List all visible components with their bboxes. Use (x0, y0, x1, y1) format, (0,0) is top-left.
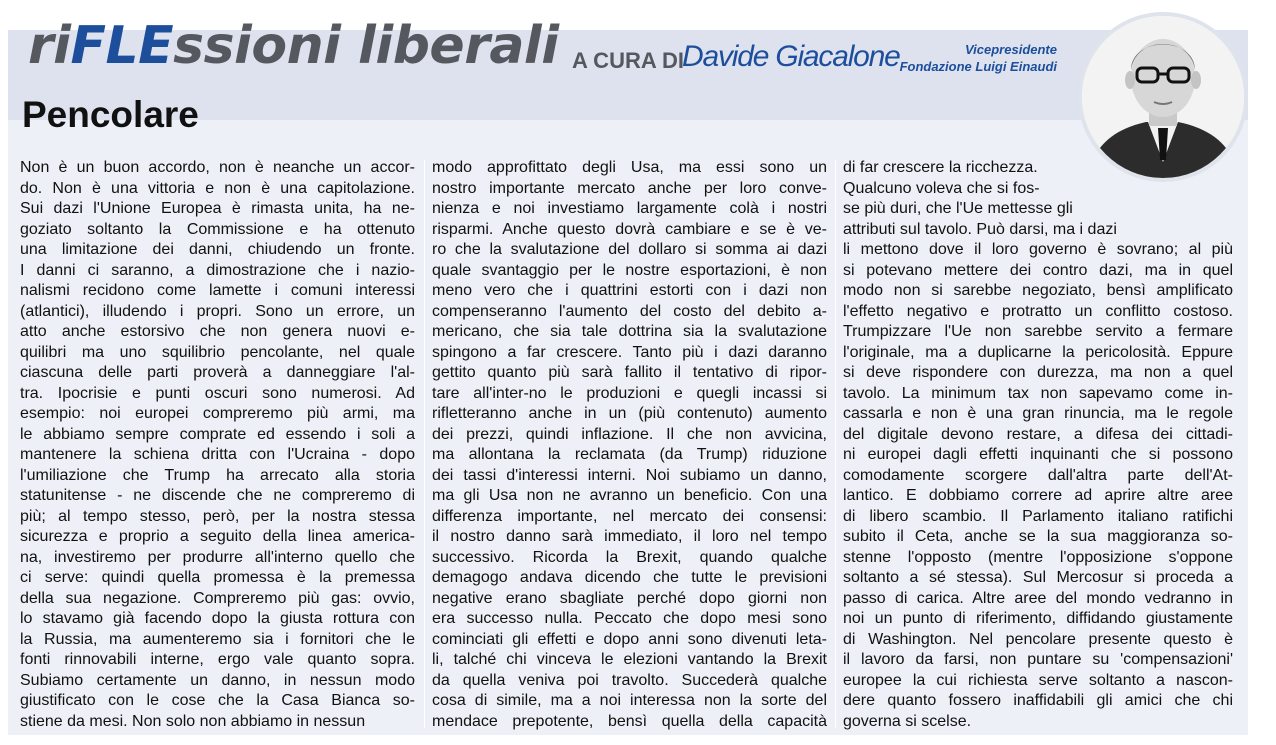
article-text-line: Non è un buon accordo, non è neanche un accor- (20, 159, 415, 176)
curator-role (890, 41, 1057, 75)
article-text-line: una limitazione dei danni, chiudendo un fronte. (20, 241, 415, 258)
article-text-line: goziato soltanto la Commissione e ha ottenuto (20, 220, 415, 238)
article-text-line: meno vero che i quattrini estorti con i dazi non (432, 282, 827, 299)
article-text-line: l'originale, ma a duplicarne la pericolosità. Eppure (843, 343, 1233, 361)
article-text-line: da quella veniva poi travolto. Succederà qualche (432, 671, 827, 689)
article-text-line: l'effetto negativo e protratto un conflitto costoso. (843, 302, 1233, 320)
article-text-line: tavolo. La minimum tax non sapevamo come in- (843, 384, 1233, 402)
article-text-line: ro che la svalutazione del dollaro si somma ai dazi (432, 241, 827, 258)
rubric-title-highlight: FLE (70, 16, 174, 76)
article-text-line: cominciati gli effetti e dopo anni sono divenuti leta- (432, 630, 827, 648)
article-headline: Pencolare (22, 94, 199, 135)
article-column-1 (20, 158, 415, 732)
article-text-line: lo stavamo già facendo dopo la giusta rottura con (20, 610, 415, 627)
rubric-title-part: ri (28, 16, 71, 76)
article-text-line: ma gli Usa non ne avranno un beneficio. Con una (432, 487, 827, 504)
article-text-line: stenne l'opposto (mentre l'opposizione s'oppone (843, 548, 1233, 566)
article-text-line: li, talché chi vinceva le elezioni vantando la Brexit (432, 651, 827, 668)
article-text-line: nostro importante mercato anche per loro conve- (432, 179, 827, 197)
article-text-line: si deve rispondere con durezza, ma non a quel (843, 364, 1233, 381)
article-text-line: fonti rinnovabili interne, ergo vale quanto sopra. (20, 651, 415, 668)
article-text-line: negative erano sbagliate perché dopo giorni non (432, 589, 827, 607)
article-text-line: ci serve: quindi quella promessa è la premessa (20, 569, 415, 586)
article-text-line: stiene da mesi. Non solo non abbiamo in nessun (20, 712, 366, 730)
article-text-line: quilibri ma uno squilibrio pencolante, nel quale (20, 343, 415, 361)
article-text-line: spingono a far crescere. Tanto più i dazi daranno (432, 343, 827, 361)
article-text-line: differenza importante, nel mercato dei consensi: (432, 507, 827, 525)
article-text-line: più; al tempo stesso, però, per la nostra stessa (20, 507, 415, 525)
article-text-line: di libero scambio. Il Parlamento italiano ratifichi (843, 507, 1233, 525)
article-text-line: soltanto a sé stessa). Sul Mercosur si proceda a (843, 569, 1233, 586)
article-text-line: modo approfittato degli Usa, ma essi sono un (432, 159, 827, 176)
article-text-line: l'umiliazione che Trump ha arrecato alla storia (20, 466, 415, 484)
article-text-line: atto anche estorsivo che non genera nuovi e- (20, 323, 415, 340)
article-text-line: nienza e noi investiamo largamente colà i nostri (432, 200, 827, 217)
article-text-line: governa si scelse. (843, 712, 972, 730)
article-text-line: rifletteranno anche in un (più contenuto) aumento (432, 405, 827, 422)
article-text-line: passo di carica. Altre aree del mondo vedranno in (843, 589, 1233, 607)
article-text-line: li mettono dove il loro governo è sovrano; al più (843, 241, 1233, 258)
article-text-line: se più duri, che l'Ue mettesse gli (843, 200, 1073, 217)
article-text-line: ma allontana la reclamata (da Trump) riduzione (432, 446, 827, 463)
article-text-line: quale svantaggio per le nostre esportazioni, è non (432, 261, 827, 279)
article-text-line: comodamente scorgere dall'altra parte dell'At- (843, 466, 1233, 484)
article-text-line: attributi sul tavolo. Può darsi, ma i dazi (843, 220, 1117, 238)
author-portrait (1078, 12, 1248, 182)
article-text-line: modo non si sarebbe negoziato, bensì amplificato (843, 282, 1233, 299)
author-portrait-illustration (1082, 16, 1244, 178)
article-text-line: compenseranno l'aumento del costo del debito a- (432, 302, 827, 320)
article-text-line: si potevano mettere dei contro dazi, ma in quel (843, 261, 1233, 279)
article-text-line: cassarla e non è una gran rinuncia, ma le regole (843, 405, 1233, 422)
article-text-line: era successo nulla. Peccato che dopo mesi sono (432, 610, 827, 627)
rubric-title (28, 16, 559, 76)
article-text-line: noi un punto di riferimento, diffidando giustamente (843, 610, 1233, 627)
article-text-line: sicurezza e proprio a seguito della linea america- (20, 528, 415, 545)
curator-prefix: A CURA DI (572, 48, 685, 73)
article-text-line: il lavoro da farsi, non puntare su 'compensazioni' (843, 651, 1233, 668)
article-text-line: Qualcuno voleva che si fos- (843, 179, 1040, 197)
article-text-line: nalismi recidono come lamette i comuni interessi (20, 282, 415, 299)
article-text-line: Sui dazi l'Unione Europea è rimasta unita, ha ne- (20, 200, 415, 217)
article-text-line: mericano, che sia tale dottrina sia la svalutazione (432, 323, 827, 340)
article-text-line: risparmi. Anche questo dovrà cambiare e se è ve- (432, 220, 827, 238)
article-text-line: gettito quanto più sarà fallito il tentativo di ripor- (432, 364, 827, 381)
article-text-line: cosa di simile, ma a noi interessa non la sorte del (432, 692, 827, 709)
article-text-line: Subiamo certamente un danno, in nessun modo (20, 671, 415, 689)
article-text-line: do. Non è una vittoria e non è una capitolazione. (20, 179, 415, 197)
column-divider (424, 160, 425, 728)
article-text-line: ni europei dagli effetti inquinanti che si possono (843, 446, 1233, 463)
article-text-line: successivo. Ricorda la Brexit, quando qualche (432, 548, 827, 566)
article-text-line: statunitense - ne discende che ne compreremo di (20, 487, 415, 504)
curator-role-organization: Fondazione Luigi Einaudi (899, 59, 1057, 74)
article-text-line: esempio: noi europei compreremo più armi, ma (20, 405, 415, 422)
article-text-line: na, investiremo per produrre all'interno quello che (20, 548, 415, 566)
article-text-line: dere quanto fossero inaffidabili gli amici che chi (843, 692, 1233, 709)
curator-role-title: Vicepresidente (964, 42, 1057, 57)
article-text-line: ciascuna delle parti proverà a danneggiare l'al- (20, 364, 415, 381)
article-text-line: mendace prepotente, bensì quella della capacità (432, 712, 827, 730)
article-text-line: di far crescere la ricchezza. (843, 159, 1038, 176)
article-text-line: mantenere la schiena dritta con l'Ucraina - dopo (20, 446, 415, 463)
article-text-line: I danni ci saranno, a dimostrazione che i nazio- (20, 261, 415, 279)
article-text-line: la Russia, ma aumenteremo sia i fornitori che le (20, 630, 415, 648)
article-column-2 (432, 158, 827, 732)
article-text-line: dei prezzi, quindi inflazione. Il che non avvicina, (432, 425, 827, 443)
article-text-line: (atlantici), illudendo i propri. Sono un errore, un (20, 302, 415, 320)
article-text-line: di Washington. Nel pencolare presente questo è (843, 630, 1233, 648)
article-text-line: le abbiamo sempre comprate ed essendo i soli a (20, 425, 415, 443)
article-text-line: europee la cui richiesta serve soltanto a nascon- (843, 671, 1233, 689)
rubric-title-part: ssioni liberali (173, 16, 559, 76)
column-divider (835, 160, 836, 728)
article-text-line: tare all'inter-no le produzioni e quegli incassi si (432, 384, 827, 402)
article-text-line: del digitale devono restare, a difesa dei cittadi- (843, 425, 1233, 443)
article-column-3 (843, 158, 1233, 732)
article-text-line: il nostro danno sarà immediato, il loro nel tempo (432, 528, 827, 545)
article-text-line: Trumpizzare l'Ue non sarebbe servito a fermare (843, 323, 1233, 340)
article-text-line: tra. Ipocrisie e punti oscuri sono numerosi. Ad (20, 384, 415, 402)
article-text-line: giustificato con le cose che la Casa Bianca so- (20, 692, 415, 709)
article-text-line: demagogo andava dicendo che tutte le previsioni (432, 569, 827, 586)
article-text-line: subito il Ceta, anche se la sua maggioranza so- (843, 528, 1233, 545)
article-text-line: lantico. E dobbiamo correre ad aprire altre aree (843, 487, 1233, 504)
curator-name: Davide Giacalone (682, 40, 900, 73)
article-text-line: della sua negazione. Compreremo più gas: ovvio, (20, 589, 415, 607)
article-text-line: dei tassi d'interessi interni. Noi subiamo un danno, (432, 466, 827, 484)
